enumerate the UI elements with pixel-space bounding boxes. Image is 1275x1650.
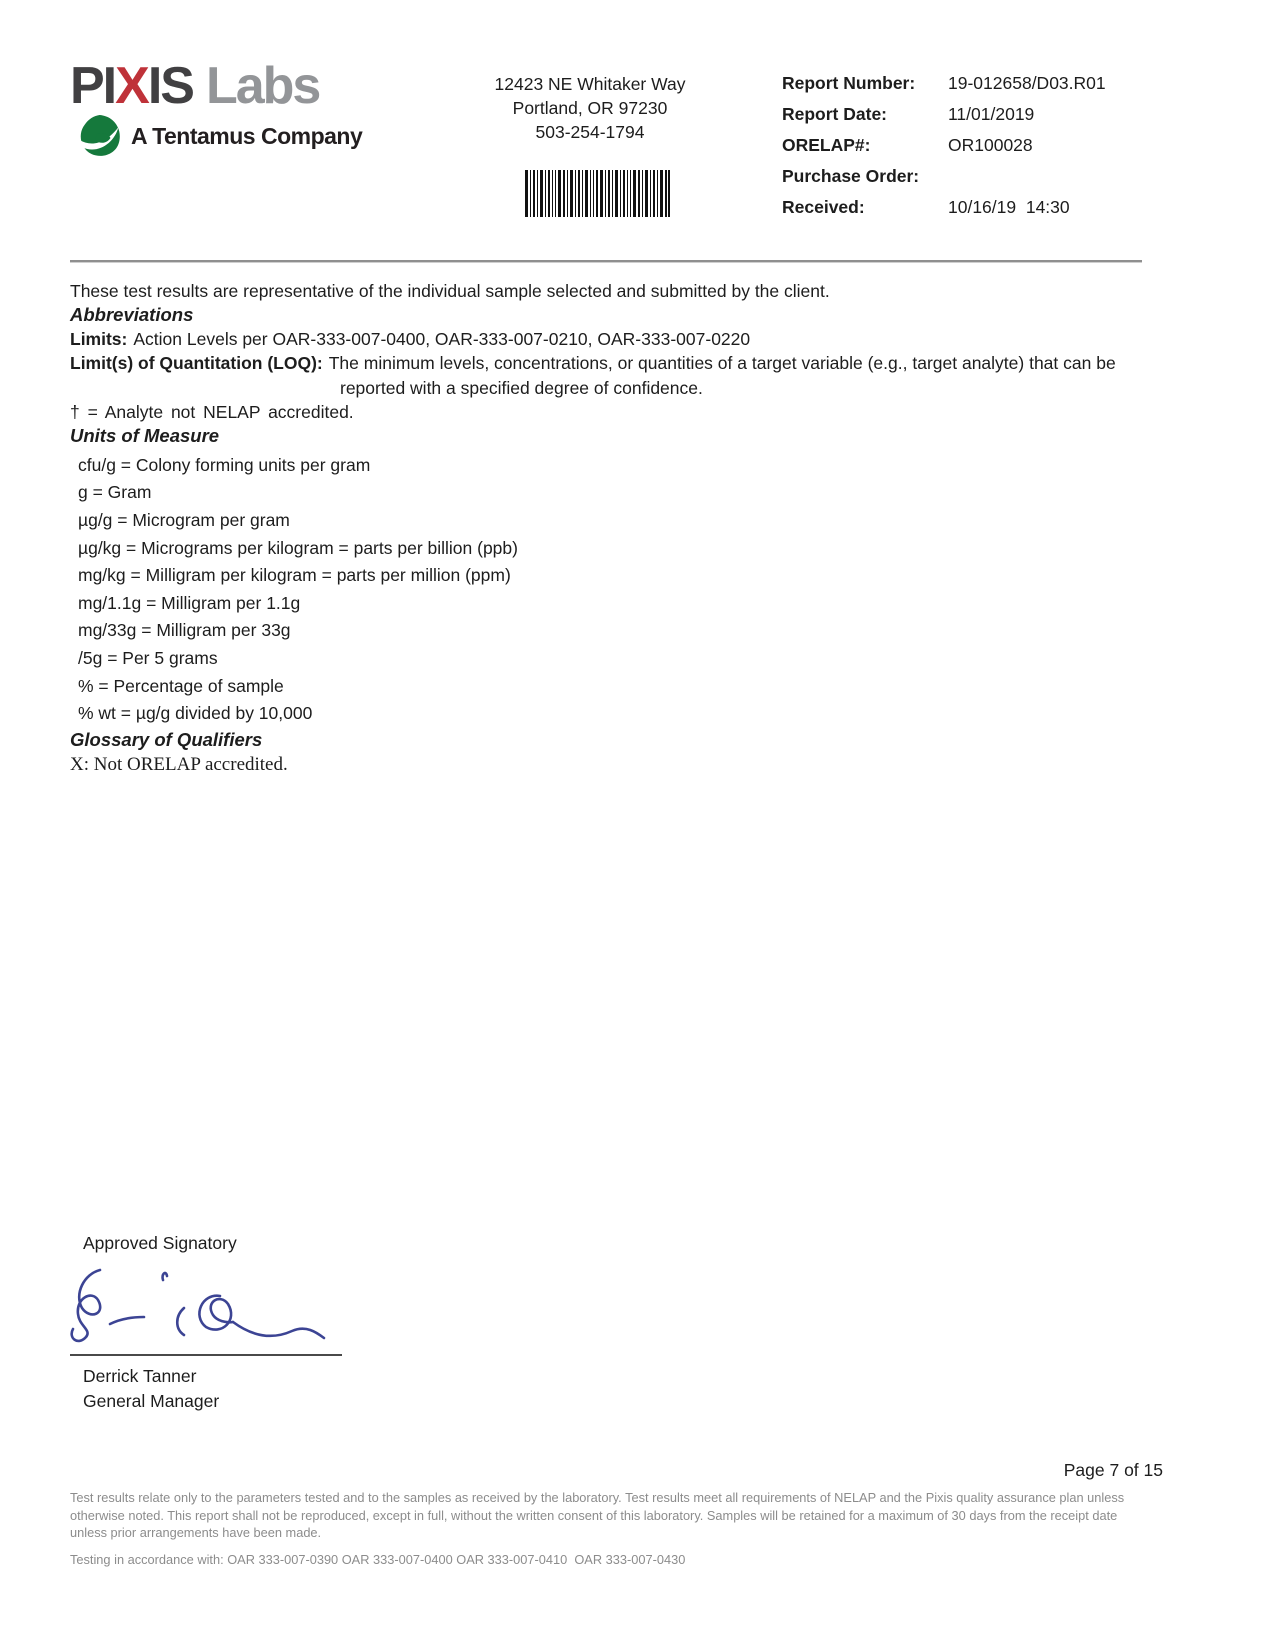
page-number: Page 7 of 15 xyxy=(1063,1460,1163,1480)
logo-part-labs: Labs xyxy=(205,57,320,115)
report-info-row xyxy=(782,130,1106,161)
unit-definition: % = Percentage of sample xyxy=(78,675,284,696)
unit-definition: µg/g = Microgram per gram xyxy=(78,510,290,531)
unit-definition: mg/1.1g = Milligram per 1.1g xyxy=(78,592,301,613)
units-of-measure-heading: Units of Measure xyxy=(70,425,220,447)
loq-text: The minimum levels, concentrations, or quantities of a target variable (e.g., target analyte) that can be reported with a specified degree of confidence. xyxy=(328,352,1116,398)
orelap-value: OR100028 xyxy=(948,135,1033,155)
logo-part-is: IS xyxy=(147,57,193,115)
header-divider xyxy=(70,260,1142,263)
logo-part-pi: PI xyxy=(70,57,116,115)
report-number-label: Report Number: xyxy=(782,73,916,93)
lab-address-block xyxy=(440,72,740,144)
logo-tagline-text: A Tentamus Company xyxy=(131,122,363,149)
signatory-identity xyxy=(83,1364,219,1414)
unit-definition: g = Gram xyxy=(78,482,152,503)
footer-testing-standards: Testing in accordance with: OAR 333-007-0390 OAR 333-007-0400 OAR 333-007-0410 OAR 333-007-0430 xyxy=(70,1552,686,1567)
unit-definition: /5g = Per 5 grams xyxy=(78,648,218,668)
report-date-value: 11/01/2019 xyxy=(948,104,1035,124)
glossary-item: X: Not ORELAP accredited. xyxy=(70,754,288,776)
orelap-label: ORELAP#: xyxy=(782,135,871,155)
report-info-row xyxy=(782,161,1106,192)
logo-tagline xyxy=(78,114,362,158)
unit-definition: mg/kg = Milligram per kilogram = parts per million (ppm) xyxy=(78,565,511,586)
report-info-row xyxy=(782,68,1106,99)
report-number-value: 19-012658/D03.R01 xyxy=(948,73,1106,93)
purchase-order-label: Purchase Order: xyxy=(782,166,920,186)
unit-definition: µg/kg = Micrograms per kilogram = parts per billion (ppb) xyxy=(78,537,518,558)
unit-definition: % wt = µg/g divided by 10,000 xyxy=(78,703,313,724)
loq-label: Limit(s) of Quantitation (LOQ): xyxy=(70,352,323,373)
signatory-title: General Manager xyxy=(83,1391,220,1411)
signatory-name: Derrick Tanner xyxy=(83,1366,197,1386)
loq-definition xyxy=(70,351,1148,402)
address-line2: Portland, OR 97230 xyxy=(512,98,668,118)
nelap-accreditation-note: † = Analyte not NELAP accredited. xyxy=(70,402,354,423)
unit-definition: cfu/g = Colony forming units per gram xyxy=(78,454,371,475)
abbreviations-heading: Abbreviations xyxy=(70,304,194,326)
pixis-labs-logo xyxy=(70,57,363,158)
unit-definition: mg/33g = Milligram per 33g xyxy=(78,620,291,641)
logo-part-x: X xyxy=(115,57,148,115)
footer-disclaimer: Test results relate only to the parameters tested and to the samples as received by the laboratory. Test results meet all requirements of NELAP and the Pixis quality assurance plan unless otherwise noted. This report shall not be reproduced, except in full, without the written consent of this laboratory. Samples will be retained for a maximum of 30 days from the receipt date unless prior arrangements have been made. xyxy=(70,1490,1125,1540)
units-of-measure-list xyxy=(70,452,1148,728)
report-date-label: Report Date: xyxy=(782,104,888,124)
address-line1: 12423 NE Whitaker Way xyxy=(494,74,686,94)
address-line3: 503-254-1794 xyxy=(535,122,645,142)
received-value: 10/16/19 14:30 xyxy=(948,197,1070,217)
received-label: Received: xyxy=(782,197,865,217)
report-info-row xyxy=(782,192,1106,223)
signature-line xyxy=(70,1354,342,1356)
limits-definition xyxy=(70,328,1148,351)
report-body xyxy=(70,280,1148,777)
logo-wordmark xyxy=(70,57,362,115)
approved-signatory-label: Approved Signatory xyxy=(83,1233,237,1253)
signature-image xyxy=(66,1258,328,1354)
barcode-image xyxy=(525,170,670,217)
limits-text: Action Levels per OAR-333-007-0400, OAR-333-007-0210, OAR-333-007-0220 xyxy=(133,328,751,349)
report-info-row xyxy=(782,99,1106,130)
leaf-icon xyxy=(78,114,123,158)
report-info-block xyxy=(782,68,1106,223)
glossary-heading: Glossary of Qualifiers xyxy=(70,728,263,750)
limits-label: Limits: xyxy=(70,328,128,349)
intro-statement: These test results are representative of the individual sample selected and submitted by the client. xyxy=(70,281,830,301)
